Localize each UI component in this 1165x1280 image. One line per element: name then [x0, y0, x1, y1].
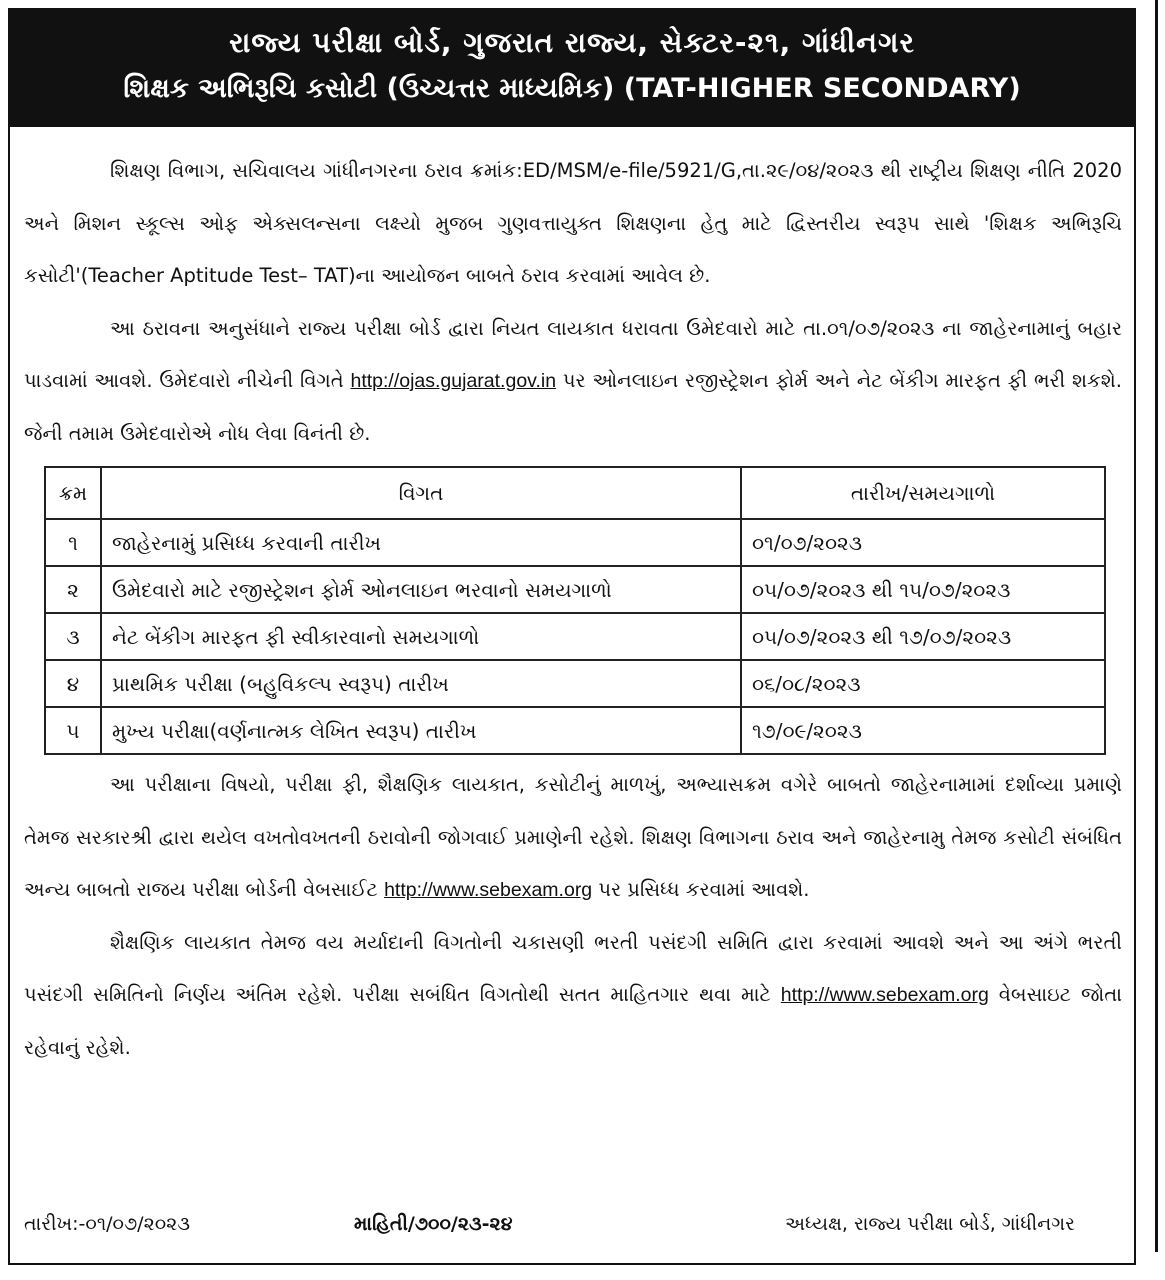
row-date: ૦૧/૦૭/૨૦૨૩	[741, 519, 1105, 566]
row-serial: ૫	[45, 707, 101, 754]
paragraph-exam-details-text: આ પરીક્ષાના વિષયો, પરીક્ષા ફી, શૈક્ષણિક લાયકાત, કસોટીનું માળખું, અભ્યાસક્રમ વગેરે બાબતો જાહેરનામામાં દર્શાવ્યા પ્રમાણે તેમજ સરકારશ્રી દ્વારા થયેલ વખતોવખતની ઠરાવોની જોગવાઈ પ્રમાણેની રહેશે. શિક્ષણ વિભાગના ઠરાવ અને જાહેરનામુ તેમજ કસોટી સંબંધિત અન્ય બાબતો રાજય પરીક્ષા બોર્ડની વેબસાઈટ	[24, 773, 1122, 901]
paragraph-eligibility-text: શૈક્ષણિક લાયકાત તેમજ વય મર્યાદાની વિગતોની ચકાસણી ભરતી પસંદગી સમિતિ દ્વારા કરવામાં આવશે અને આ અંગે ભરતી પસંદગી સમિતિનો નિર્ણય અંતિમ રહેશે. પરીક્ષા સબંધિત વિગતોથી સતત માહિતગાર થવા માટે	[24, 930, 1122, 1006]
page-edge-rule	[1155, 0, 1158, 1252]
header-serial: ક્રમ	[45, 467, 101, 519]
header-detail: વિગત	[101, 467, 741, 519]
table-row	[45, 707, 1105, 754]
row-serial: ૩	[45, 613, 101, 660]
table-row	[45, 519, 1105, 566]
header-date: તારીખ/સમયગાળો	[741, 467, 1105, 519]
notice-date: તારીખ:-૦૧/૦૭/૨૦૨૩	[24, 1213, 190, 1235]
row-detail: જાહેરનામું પ્રસિધ્ધ કરવાની તારીખ	[101, 519, 741, 566]
notice-footer	[24, 1213, 1120, 1247]
row-detail: ઉમેદવારો માટે રજીસ્ટ્રેશન ફોર્મ ઓનલાઇન ભરવાનો સમયગાળો	[101, 566, 741, 613]
paragraph-announcement-text-2: પર ઓનલાઇન રજીસ્ટ્રેશન ફોર્મ અને નેટ બેંકીગ મારફત ફી ભરી શકશે. જેની તમામ ઉમેદવારોએ નોધ લેવા વિનંતી છે.	[24, 369, 1123, 445]
schedule-table	[44, 466, 1106, 755]
row-detail: મુખ્ય પરીક્ષા(વર્ણનાત્મક લેખિત સ્વરૂપ) તારીખ	[101, 707, 741, 754]
row-date: ૧૭/૦૯/૨૦૨૩	[741, 707, 1105, 754]
row-detail: નેટ બેંકીગ મારફત ફી સ્વીકારવાનો સમયગાળો	[101, 613, 741, 660]
signatory: અધ્યક્ષ, રાજ્ય પરીક્ષા બોર્ડ, ગાંધીનગર	[784, 1213, 1075, 1235]
paragraph-exam-details	[24, 759, 1122, 917]
paragraph-eligibility-text-2: વેબસાઇટ જોતા રહેવાનું રહેશે.	[24, 983, 1122, 1059]
row-date: ૦૫/૦૭/૨૦૨૩ થી ૧૭/૦૭/૨૦૨૩	[741, 613, 1105, 660]
table-header-row	[45, 467, 1105, 519]
notice-body	[10, 127, 1134, 1074]
paragraph-eligibility	[24, 917, 1122, 1075]
table-row	[45, 566, 1105, 613]
sebexam-link-2[interactable]: http://www.sebexam.org	[780, 984, 989, 1006]
notice-reference: માહિતી/૭૦૦/૨૩-૨૪	[354, 1213, 513, 1235]
table-row	[45, 660, 1105, 707]
row-serial: ૨	[45, 566, 101, 613]
paragraph-announcement-text: આ ઠરાવના અનુસંધાને રાજ્ય પરીક્ષા બોર્ડ દ્વારા નિયત લાયકાત ધરાવતા ઉમેદવારો માટે તા.૦૧/૦૭/૨૦૨૩ ના જાહેરનામાનું બહાર પાડવામાં આવશે. ઉમેદવારો નીચેની વિગતે	[24, 316, 1122, 392]
ojas-link[interactable]: http://ojas.gujarat.gov.in	[350, 370, 557, 392]
row-serial: ૧	[45, 519, 101, 566]
row-detail: પ્રાથમિક પરીક્ષા (બહુવિકલ્પ સ્વરૂપ) તારીખ	[101, 660, 741, 707]
row-date: ૦૬/૦૮/૨૦૨૩	[741, 660, 1105, 707]
row-date: ૦૫/૦૭/૨૦૨૩ થી ૧૫/૦૭/૨૦૨૩	[741, 566, 1105, 613]
paragraph-announcement	[24, 303, 1122, 461]
notice-document	[8, 8, 1136, 1265]
paragraph-resolution: શિક્ષણ વિભાગ, સચિવાલય ગાંધીનગરના ઠરાવ ક્રમાંક:ED/MSM/e-file/5921/G,તા.૨૯/૦૪/૨૦૨૩ થી રાષ્ટ્રીય શિક્ષણ નીતિ 2020 અને મિશન સ્કૂલ્સ ઓફ એક્સલન્સના લક્ષ્યો મુજબ ગુણવત્તાયુક્ત શિક્ષણના હેતુ માટે દ્વિસ્તરીય સ્વરૂપ સાથે 'શિક્ષક અભિરૂચિ કસોટી'(Teacher Aptitude Test– TAT)ના આયોજન બાબતે ઠરાવ કરવામાં આવેલ છે.	[24, 159, 1122, 287]
notice-header	[10, 10, 1134, 127]
sebexam-link[interactable]: http://www.sebexam.org	[384, 879, 593, 901]
row-serial: ૪	[45, 660, 101, 707]
paragraph-exam-details-text-2: પર પ્રસિધ્ધ કરવામાં આવશે.	[598, 878, 810, 901]
exam-title: શિક્ષક અભિરૂચિ કસોટી (ઉચ્ચત્તર માધ્યમિક) (TAT-HIGHER SECONDARY)	[123, 73, 1021, 104]
board-title: રાજ્ય પરીક્ષા બોર્ડ, ગુજરાત રાજ્ય, સેક્ટર-૨૧, ગાંધીનગર	[229, 26, 915, 59]
table-row	[45, 613, 1105, 660]
